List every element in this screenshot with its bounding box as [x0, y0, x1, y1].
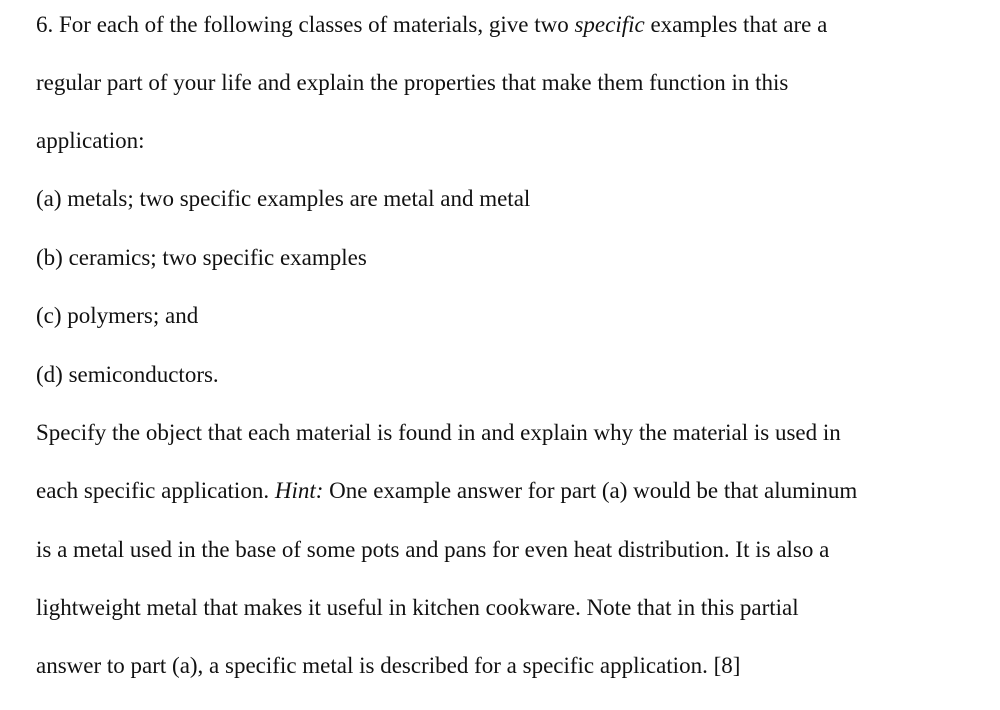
emphasis-specific: specific: [574, 12, 645, 37]
instructions-line-5: answer to part (a), a specific metal is described for a specific application. [8]: [36, 653, 741, 678]
question-text: 6. For each of the following classes of materials, give two: [36, 12, 575, 37]
part-a: (a) metals; two specific examples are metal and metal: [36, 186, 531, 211]
instructions-line-4: lightweight metal that makes it useful in kitchen cookware. Note that in this partial: [36, 595, 799, 620]
question-line-3: application:: [36, 128, 145, 153]
instructions-text: One example answer for part (a) would be that aluminum: [323, 478, 858, 503]
question-text: examples that are a: [644, 12, 828, 37]
hint-label: Hint:: [274, 478, 324, 503]
part-d: (d) semiconductors.: [36, 362, 219, 387]
instructions-text: each specific application.: [36, 478, 275, 503]
question-line-2: regular part of your life and explain the properties that make them function in this: [36, 70, 789, 95]
instructions-line-3: is a metal used in the base of some pots and pans for even heat distribution. It is also a: [36, 537, 830, 562]
instructions-line-1: Specify the object that each material is found in and explain why the material is used in: [36, 420, 841, 445]
part-c: (c) polymers; and: [36, 303, 199, 328]
question-line-1: [36, 10, 827, 40]
part-b: (b) ceramics; two specific examples: [36, 245, 367, 270]
instructions-line-2: [36, 476, 857, 506]
